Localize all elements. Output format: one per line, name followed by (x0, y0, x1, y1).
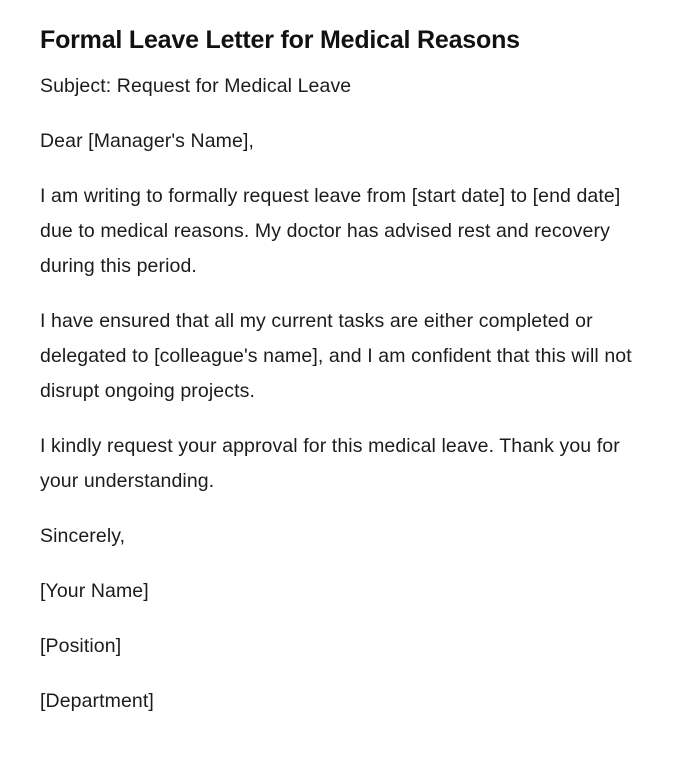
letter-document (40, 22, 646, 719)
signature-department: [Department] (40, 690, 154, 712)
letter-paragraph-handover: I have ensured that all my current tasks are either completed or delegated to [colleague's name], and I am confident that this will not disrupt ongoing projects. (40, 310, 632, 402)
signature-position: [Position] (40, 635, 122, 657)
page-title: Formal Leave Letter for Medical Reasons (40, 26, 520, 54)
letter-closing: Sincerely, (40, 525, 126, 547)
signature-name: [Your Name] (40, 580, 149, 602)
letter-subject: Subject: Request for Medical Leave (40, 75, 352, 97)
letter-paragraph-request: I am writing to formally request leave from [start date] to [end date] due to medical reasons. My doctor has advised rest and recovery during this period. (40, 185, 621, 277)
letter-salutation: Dear [Manager's Name], (40, 130, 255, 152)
letter-paragraph-approval: I kindly request your approval for this medical leave. Thank you for your understanding. (40, 435, 620, 492)
